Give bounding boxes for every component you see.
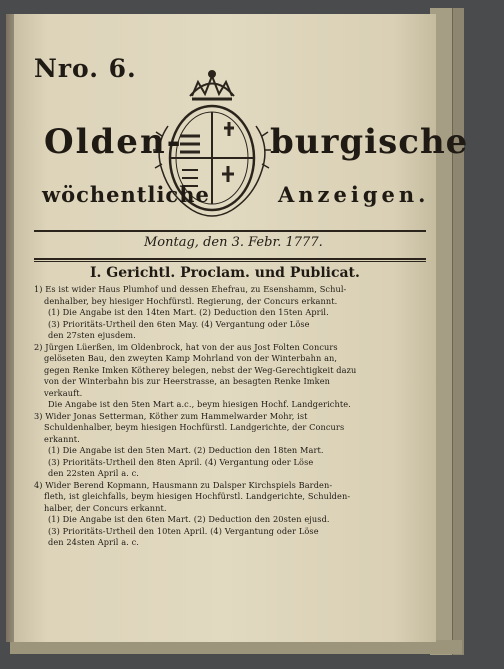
title-left: Olden- xyxy=(44,122,183,162)
body-line: von der Winterbahn bis zur Heerstrasse, an besagten Renke Imken xyxy=(44,376,331,386)
body-line: (1) Die Angabe ist den 5ten Mart. (2) Deduction den 18ten Mart. xyxy=(48,445,324,455)
header-rule-top xyxy=(34,230,426,232)
body-line: 4) Wider Berend Kopmann, Hausmann zu Dalsper Kirchspiels Barden- xyxy=(34,479,333,490)
body-line: verkauft. xyxy=(44,387,83,398)
header-rule-thin xyxy=(34,261,426,262)
body-line: (3) Prioritäts-Urtheil den 6ten May. (4) Vergantung oder Löse xyxy=(48,318,310,329)
subtitle-right: Anzeigen. xyxy=(278,182,430,207)
issue-number: Nro. 6. xyxy=(34,54,137,83)
subtitle-left: wöchentliche xyxy=(42,182,210,207)
article-body xyxy=(34,284,428,549)
body-line: (1) Die Angabe ist den 14ten Mart. (2) Deduction den 15ten April. xyxy=(48,307,329,317)
body-line: 3) Wider Jonas Setterman, Köther zum Hammelwarder Mohr, ist xyxy=(34,410,308,421)
title-right: burgische xyxy=(270,122,469,162)
body-line: Schuldenhalber, beym hiesigen Hochfürstl. Landgerichte, der Concurs xyxy=(44,422,345,432)
body-line: (1) Die Angabe ist den 6ten Mart. (2) Deduction den 20sten ejusd. xyxy=(48,514,330,524)
body-line: 1) Es ist wider Haus Plumhof und dessen Ehefrau, zu Esenshamm, Schul- xyxy=(34,284,347,294)
body-line: den 22sten April a. c. xyxy=(48,468,139,478)
newspaper-page xyxy=(14,14,469,642)
body-line: den 27sten ejusdem. xyxy=(48,330,136,340)
body-line: denhalber, bey hiesiger Hochfürstl. Regierung, der Concurs erkannt. xyxy=(44,295,338,306)
body-line: (3) Prioritäts-Urtheil den 8ten April. (4) Vergantung oder Löse xyxy=(48,456,314,467)
page-stack-bottom xyxy=(10,640,462,654)
date-line: Montag, den 3. Febr. 1777. xyxy=(144,235,323,250)
body-line: (3) Prioritäts-Urtheil den 10ten April. (4) Vergantung oder Löse xyxy=(48,525,319,536)
section-heading: I. Gerichtl. Proclam. und Publicat. xyxy=(90,265,360,281)
body-line: gegen Renke Imken Kötherey belegen, nebst der Weg-Gerechtigkeit dazu xyxy=(44,364,357,375)
header-rule-bottom xyxy=(34,258,426,260)
body-line: halber, der Concurs erkannt. xyxy=(44,502,167,513)
body-line: gelöseten Bau, den zweyten Kamp Mohrland von der Winterbahn an, xyxy=(44,353,338,363)
body-line: Die Angabe ist den 5ten Mart a.c., beym hiesigen Hochf. Landgerichte. xyxy=(48,399,351,409)
body-line: erkannt. xyxy=(44,433,80,444)
body-line: den 24sten April a. c. xyxy=(48,537,139,547)
body-line: fleth, ist gleichfalls, beym hiesigen Hochfürstl. Landgerichte, Schulden- xyxy=(44,491,351,501)
body-line: 2) Jürgen Lüerßen, im Oldenbrock, hat von der aus Jost Folten Concurs xyxy=(34,341,338,352)
